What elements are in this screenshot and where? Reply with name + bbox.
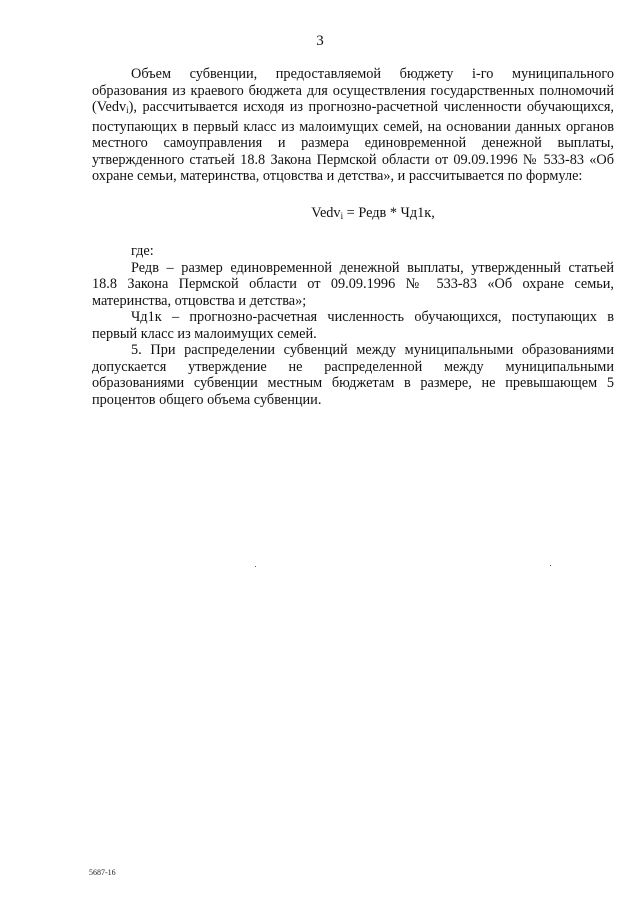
formula-subscript: i (340, 210, 344, 221)
paragraph-text: Объем субвенции, предоставляемой бюджету i-го муниципального образования из краевого бюджета для осуществления государственных полномочий (Vedv (92, 66, 614, 115)
where-label: где: (131, 243, 154, 259)
formula-right: = Редв * Чд1к, (343, 204, 435, 221)
page-number: 3 (316, 33, 324, 49)
subscript-i: i (126, 105, 129, 115)
paragraph-subvention-volume (92, 66, 614, 185)
document-body (92, 66, 614, 408)
footer-document-code: 5687-16 (89, 868, 116, 877)
paragraph-text-continued: ), рассчитывается исходя из прогнозно-расчетной численности обучающихся, поступающих в первый класс из малоимущих семей, на основании данных органов местного самоуправления и размера единовременной денежной выплаты, утвержденного статьей 18.8 Закона Пермской области от 09.09.1996 № 533-83 «Об охране семьи, материнства, отцовства и детства», и рассчитывается по формуле: (92, 99, 614, 184)
formula (92, 205, 614, 225)
definition-redv: Редв – размер единовременной денежной выплаты, утвержденный статьей 18.8 Закона Пермской области от 09.09.1996 № 533-83 «Об охране семьи, материнства, отцовства и детства»; (92, 259, 614, 309)
scan-speck (255, 566, 256, 567)
scan-speck (550, 565, 551, 566)
paragraph-5-distribution: 5. При распределении субвенций между муниципальными образованиями допускается утверждение не распределенной между муниципальными образованиями субвенции местным бюджетам в размере, не превышающем 5 процентов общего объема субвенции. (92, 342, 614, 408)
formula-left: Vedv (311, 204, 341, 221)
definition-chd1k: Чд1к – прогнозно-расчетная численность обучающихся, поступающих в первый класс из малоимущих семей. (92, 309, 614, 342)
